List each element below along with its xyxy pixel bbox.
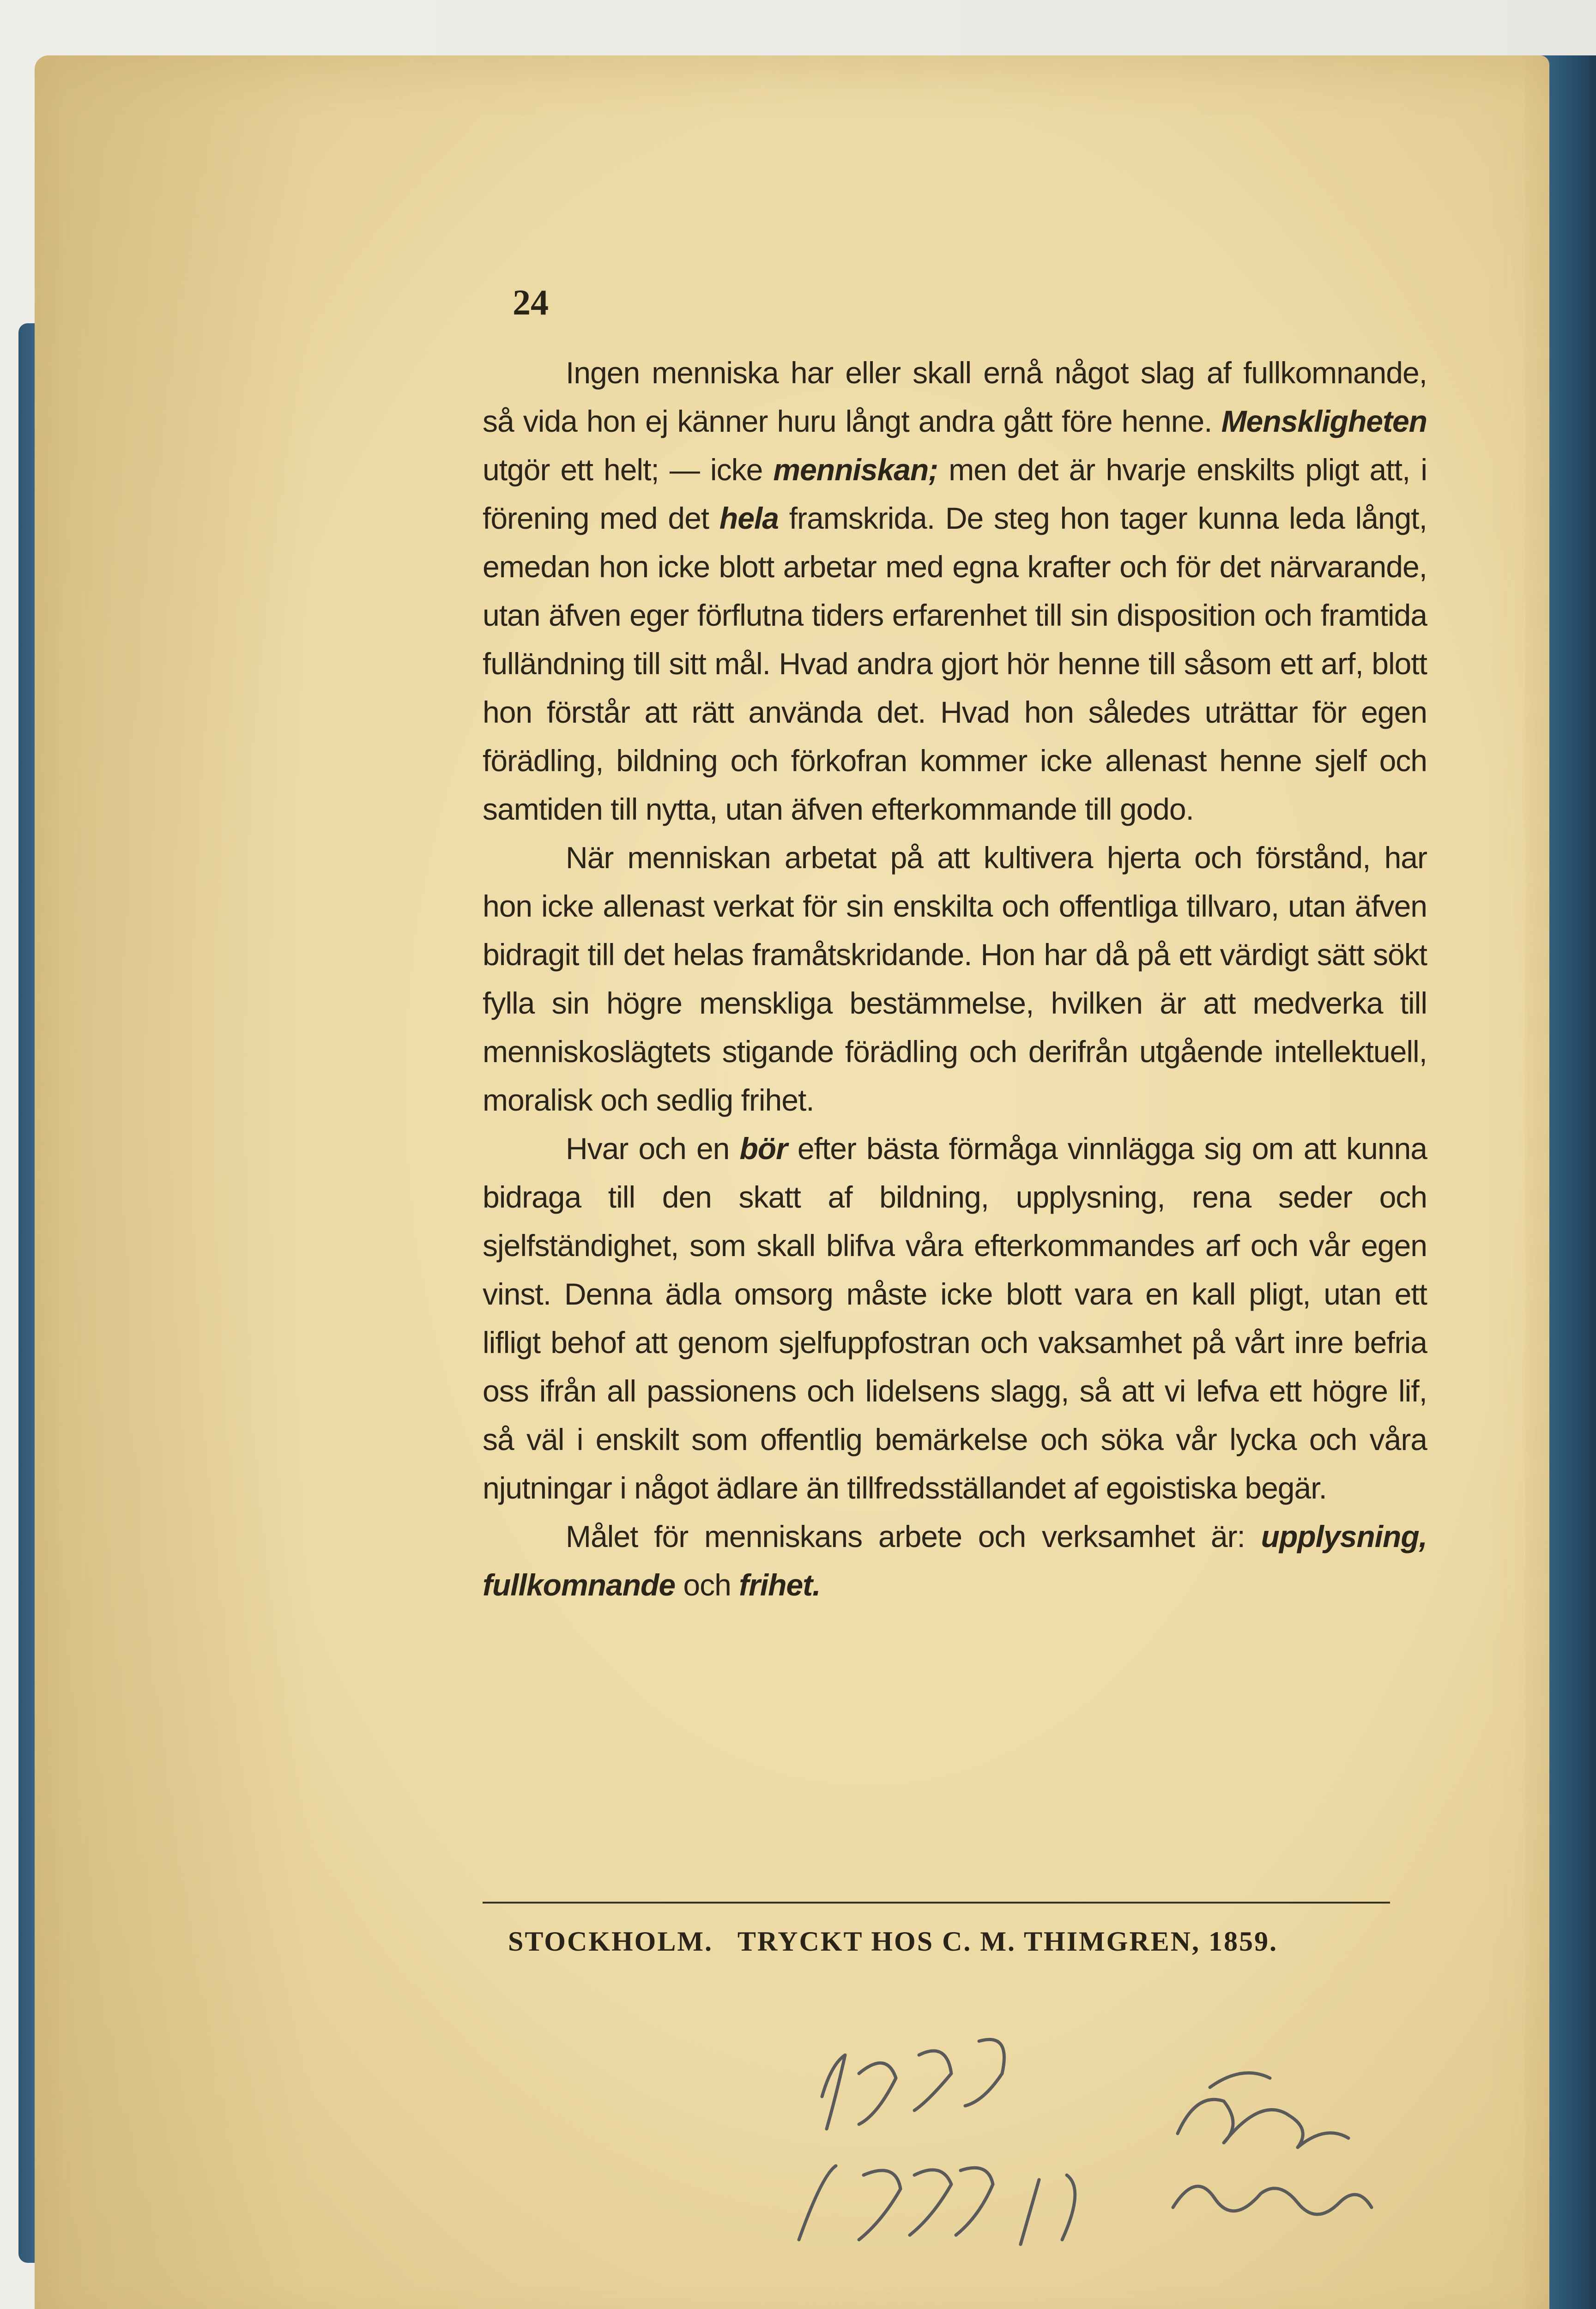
body-text: [483, 349, 1427, 1609]
handwritten-signature: [780, 2023, 1390, 2281]
text-run: och: [675, 1568, 739, 1602]
text-run: framskrida. De steg hon tager kunna leda långt, emedan hon icke blott arbetar med egna krafter och för det närvarande, utan äfven eger förflutna tiders erfarenhet till sin disposition och framtida fulländning till sitt mål. Hvad andra gjort hör henne till såsom ett arf, blott hon förstår att rätt använda det. Hvad hon således uträttar för egen förädling, bildning och förkofran kommer icke allenast henne sjelf och samtiden till nytta, utan äfven efterkommande till godo.: [483, 501, 1427, 826]
text-run: Hvar och en: [566, 1131, 740, 1166]
page-fold-shading: [35, 55, 312, 2309]
emphasized-text: upplysning, fullkomnande: [483, 1519, 1427, 1602]
text-run: När menniskan arbetat på att kultivera hjerta och förstånd, har hon icke allenast verkat för sin enskilta och offentliga tillvaro, utan äfven bidragit till det helas framåtskridande. Hon har då på ett värdigt sätt sökt fylla sin högre menskliga bestämmelse, hvilken är att medverka till menniskoslägtets stigande förädling och derifrån utgående intellektuell, moralisk och sedlig frihet.: [483, 840, 1427, 1117]
text-run: Målet för menniskans arbete och verksamhet är:: [566, 1519, 1261, 1553]
emphasized-text: menniskan;: [773, 453, 938, 487]
text-run: Ingen menniska har eller skall ernå något slag af fullkomnande, så vida hon ej känner huru långt andra gått före henne.: [483, 356, 1427, 438]
imprint-rule: [483, 1902, 1390, 1904]
printer-imprint: STOCKHOLM. TRYCKT HOS C. M. THIMGREN, 1859.: [508, 1926, 1278, 1957]
paragraph: [483, 349, 1427, 834]
paragraph: [483, 1512, 1427, 1609]
text-run: utgör ett helt; — icke: [483, 453, 774, 487]
emphasized-text: Menskligheten: [1221, 404, 1427, 438]
text-run: efter bästa förmåga vinnlägga sig om att kunna bidraga till den skatt af bildning, upplysning, rena seder och sjelfständighet, som skall blifva våra efterkommandes arf och vår egen vinst. Denna ädla omsorg måste icke blott vara en kall pligt, utan ett lifligt behof att genom sjelfuppfostran och vaksamhet på vårt inre befria oss ifrån all passionens och lidelsens slagg, så att vi lefva ett högre lif, så väl i enskilt som offentlig bemärkelse och söka vår lycka och våra njutningar i något ädlare än tillfredsställandet af egoistiska begär.: [483, 1131, 1427, 1505]
text-run: men det är hvarje enskilts pligt att, i förening med det: [483, 453, 1427, 535]
paragraph: [483, 834, 1427, 1124]
emphasized-text: hela: [719, 501, 779, 535]
emphasized-text: bör: [739, 1131, 787, 1166]
paragraph: [483, 1124, 1427, 1512]
emphasized-text: frihet.: [739, 1568, 821, 1602]
page-number: 24: [513, 282, 549, 322]
